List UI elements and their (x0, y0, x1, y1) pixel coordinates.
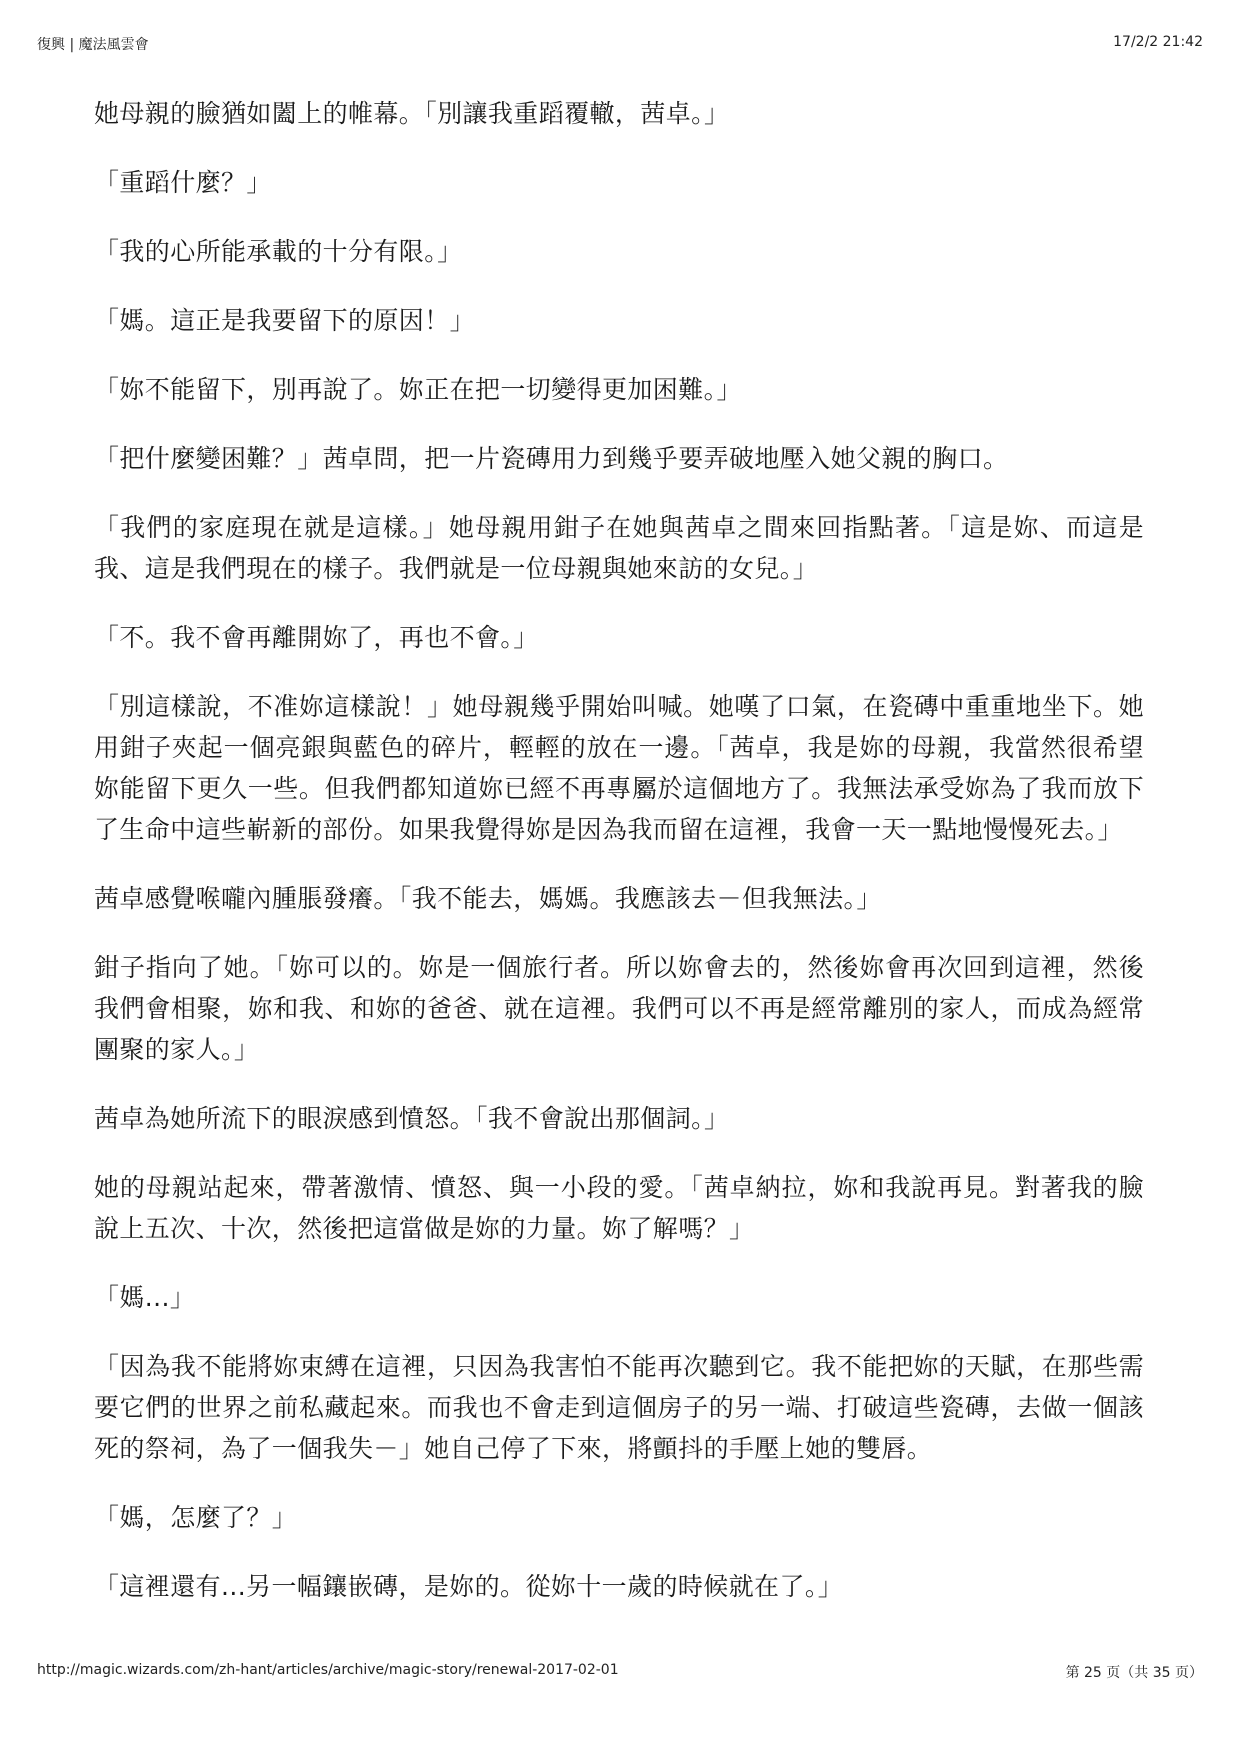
page-header (37, 34, 1203, 56)
paragraph: 「我們的家庭現在就是這樣。」她母親用鉗子在她與茜卓之間來回指點著。「這是妳、而這是我、這是我們現在的樣子。我們就是一位母親與她來訪的女兒。」 (94, 513, 1144, 583)
page-number: 第 25 页（共 35 页） (1065, 1665, 1203, 1681)
paragraph: 「妳不能留下，別再說了。妳正在把一切變得更加困難。」 (94, 375, 742, 404)
paragraph: 她的母親站起來，帶著激情、憤怒、與一小段的愛。「茜卓納拉，妳和我說再見。對著我的臉說上五次、十次，然後把這當做是妳的力量。妳了解嗎？」 (94, 1173, 1144, 1243)
article-body (94, 93, 1144, 1635)
source-url: http://magic.wizards.com/zh-hant/articles/archive/magic-story/renewal-2017-02-01 (37, 1662, 619, 1678)
page-title: 復興 | 魔法風雲會 (37, 37, 149, 53)
paragraph: 鉗子指向了她。「妳可以的。妳是一個旅行者。所以妳會去的，然後妳會再次回到這裡，然後我們會相聚，妳和我、和妳的爸爸、就在這裡。我們可以不再是經常離別的家人，而成為經常團聚的家人。」 (94, 953, 1144, 1064)
paragraph: 「我的心所能承載的十分有限。」 (94, 237, 463, 266)
paragraph: 茜卓為她所流下的眼淚感到憤怒。「我不會說出那個詞。」 (94, 1104, 730, 1133)
paragraph: 「把什麼變困難？」茜卓問，把一片瓷磚用力到幾乎要弄破地壓入她父親的胸口。 (94, 444, 1009, 473)
paragraph: 「因為我不能將妳束縛在這裡，只因為我害怕不能再次聽到它。我不能把妳的天賦，在那些需要它們的世界之前私藏起來。而我也不會走到這個房子的另一端、打破這些瓷磚，去做一個該死的祭祠，為了一個我失－」她自己停了下來，將顫抖的手壓上她的雙唇。 (94, 1352, 1144, 1463)
paragraph: 「別這樣說，不准妳這樣說！」她母親幾乎開始叫喊。她嘆了口氣，在瓷磚中重重地坐下。她用鉗子夾起一個亮銀與藍色的碎片，輕輕的放在一邊。「茜卓，我是妳的母親，我當然很希望妳能留下更久一些。但我們都知道妳已經不再專屬於這個地方了。我無法承受妳為了我而放下了生命中這些嶄新的部份。如果我覺得妳是因為我而留在這裡，我會一天一點地慢慢死去。」 (94, 692, 1144, 844)
print-datetime: 17/2/2 21:42 (1113, 34, 1203, 50)
paragraph: 茜卓感覺喉嚨內腫脹發癢。「我不能去，媽媽。我應該去－但我無法。」 (94, 884, 882, 913)
page-footer (37, 1662, 1203, 1682)
paragraph: 「這裡還有...另一幅鑲嵌磚，是妳的。從妳十一歲的時候就在了。」 (94, 1572, 844, 1601)
paragraph: 「重蹈什麼？」 (94, 168, 272, 197)
paragraph: 「媽...」 (94, 1283, 196, 1312)
paragraph: 她母親的臉猶如闔上的帷幕。「別讓我重蹈覆轍，茜卓。」 (94, 99, 730, 128)
paragraph: 「媽，怎麼了？」 (94, 1503, 298, 1532)
paragraph: 「媽。這正是我要留下的原因！」 (94, 306, 476, 335)
paragraph: 「不。我不會再離開妳了，再也不會。」 (94, 623, 539, 652)
